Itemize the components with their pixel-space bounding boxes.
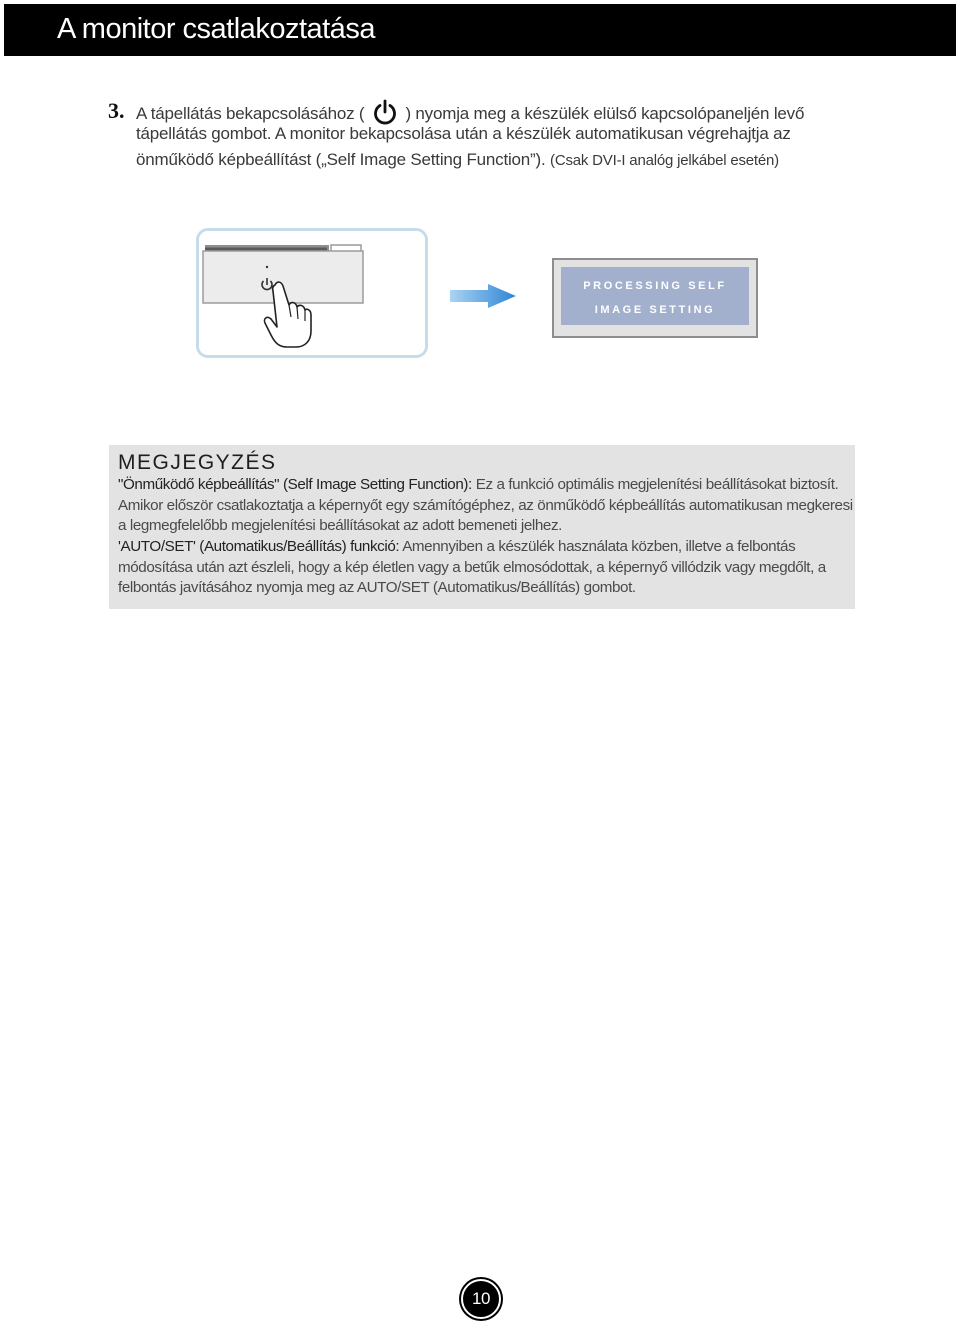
note-term: 'AUTO/SET' (Automatikus/Beállítás) funkció:	[118, 538, 400, 555]
step-text: ) nyomja meg a készülék elülső kapcsolópaneljén levő	[405, 104, 805, 123]
step-text: A tápellátás bekapcsolásához (	[136, 104, 365, 123]
note-term: "Önműködő képbeállítás" (Self Image Setting Function):	[118, 476, 472, 493]
note-line: felbontás javításához nyomja meg az AUTO/SET (Automatikus/Beállítás) gombot.	[118, 579, 636, 596]
note-line: Amikor először csatlakoztatja a képernyőt egy számítógéphez, az önműködő képbeállítás automatikusan megkeresi	[118, 497, 853, 514]
note-text: Amennyiben a készülék használata közben, illetve a felbontás	[402, 538, 796, 555]
step-text: önműködő képbeállítást („Self Image Setting Function”).	[136, 150, 546, 169]
title-bar	[4, 4, 956, 56]
arrow-icon	[448, 282, 518, 315]
illustration	[196, 228, 760, 358]
osd-text-line-1: PROCESSING SELF	[583, 280, 727, 292]
note-title: MEGJEGYZÉS	[118, 451, 277, 474]
note-line: a legmegfelelőbb megjelenítési beállításokat az adott bemeneti jelhez.	[118, 517, 562, 534]
monitor-screen-illustration	[552, 258, 758, 338]
front-panel-illustration	[196, 228, 428, 358]
note-line	[118, 476, 838, 493]
page-title: A monitor csatlakoztatása	[57, 13, 375, 45]
step-line-3	[136, 150, 779, 170]
step-number: 3.	[108, 98, 125, 123]
page-number-badge	[461, 1279, 501, 1319]
osd-message	[561, 267, 749, 325]
note-line	[118, 538, 795, 555]
note-line: módosítása után azt észleli, hogy a kép életlen vagy a betűk elmosódottak, a képernyő villódzik vagy megdőlt, a	[118, 559, 826, 576]
note-box	[109, 445, 855, 609]
osd-text-line-2: IMAGE SETTING	[594, 304, 716, 316]
page-number: 10	[472, 1289, 490, 1308]
note-text: Ez a funkció optimális megjelenítési beállításokat biztosít.	[475, 476, 839, 493]
step-cable-note: (Csak DVI-I analóg jelkábel esetén)	[550, 152, 779, 169]
power-icon	[371, 98, 399, 126]
step-line-2: tápellátás gombot. A monitor bekapcsolása után a készülék automatikusan végrehajtja az	[136, 124, 791, 143]
step-line-1	[136, 98, 804, 126]
